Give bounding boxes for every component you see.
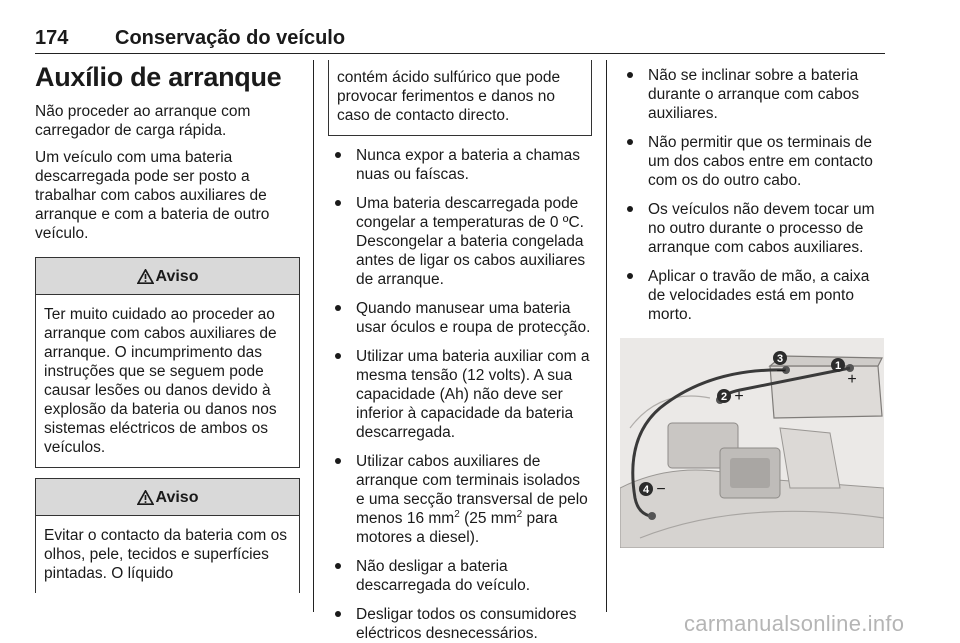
bullet-list xyxy=(328,146,592,643)
list-item: Utilizar uma bateria auxiliar com a mesma tensão (12 volts). A sua capacidade (Ah) não deve ser inferior à capacidade da bateria descarregada. xyxy=(328,347,592,442)
jump-start-illustration xyxy=(620,338,884,548)
list-item: Não desligar a bateria descarregada do veículo. xyxy=(328,557,592,595)
column-1 xyxy=(35,60,300,593)
label-3: 3 xyxy=(776,353,784,365)
minus-sign: − xyxy=(656,481,666,498)
list-item: Nunca expor a bateria a chamas nuas ou faíscas. xyxy=(328,146,592,184)
warning-label: Aviso xyxy=(155,267,199,285)
column-divider xyxy=(606,60,607,612)
list-item: Não permitir que os terminais de um dos cabos entre em contacto com os do outro cabo. xyxy=(620,133,888,190)
warning-header xyxy=(36,258,299,295)
warning-header xyxy=(36,479,299,516)
warning-triangle-icon xyxy=(137,490,154,505)
label-1: 1 xyxy=(834,360,842,372)
text: (25 mm xyxy=(459,510,517,527)
column-2 xyxy=(328,60,592,643)
warning-text: Ter muito cuidado ao proceder ao arranque com cabos auxiliares de arranque. O incumprimento das instruções que se seguem pode causar lesões ou danos devido à explosão da bateria ou danos nos sistemas eléctricos de ambos os veículos. xyxy=(44,306,277,456)
column-3 xyxy=(620,60,888,548)
bullet-list xyxy=(620,66,888,324)
list-item: Os veículos não devem tocar um no outro durante o processo de arranque com cabos auxiliares. xyxy=(620,200,888,257)
list-item: Aplicar o travão de mão, a caixa de velocidades está em ponto morto. xyxy=(620,267,888,324)
text: para motores a diesel). xyxy=(356,510,558,546)
warning-box-continued: contém ácido sulfúrico que pode provocar ferimentos e danos no caso de contacto directo. xyxy=(328,60,592,136)
superscript: 2 xyxy=(516,508,523,520)
list-item: Quando manusear uma bateria usar óculos e roupa de protecção. xyxy=(328,299,592,337)
engine-bay-drawing xyxy=(620,338,884,548)
page-header xyxy=(35,21,885,54)
page-number: 174 xyxy=(35,27,69,49)
list-item xyxy=(328,452,592,547)
chapter-title: Conservação do veículo xyxy=(115,27,346,49)
list-item: Não se inclinar sobre a bateria durante o arranque com cabos auxiliares. xyxy=(620,66,888,123)
label-4: 4 xyxy=(642,484,650,496)
plus-sign: + xyxy=(734,388,744,405)
warning-label: Aviso xyxy=(155,488,199,506)
label-2: 2 xyxy=(720,391,728,403)
minus-sign: − xyxy=(776,363,786,380)
warning-box xyxy=(35,257,300,468)
list-item: Desligar todos os consumidores eléctricos desnecessários. xyxy=(328,605,592,643)
column-divider xyxy=(313,60,314,612)
text: Utilizar cabos auxiliares de arranque com terminais isolados e uma secção transversal de pelo menos 16 mm xyxy=(356,453,588,527)
list-item: Uma bateria descarregada pode congelar a temperaturas de 0 ºC. Descongelar a bateria congelada antes de ligar os cabos auxiliares de arranque. xyxy=(328,194,592,289)
warning-box xyxy=(35,478,300,593)
section-title: Auxílio de arranque xyxy=(35,62,282,92)
paragraph: Não proceder ao arranque com carregador de carga rápida. xyxy=(35,103,251,139)
plus-sign: + xyxy=(847,371,857,388)
paragraph: Um veículo com uma bateria descarregada pode ser posto a trabalhar com cabos auxiliares de arranque e com a bateria de outro veículo. xyxy=(35,149,270,242)
watermark: carmanualsonline.info xyxy=(684,611,905,636)
warning-text: Evitar o contacto da bateria com os olhos, pele, tecidos e superfícies pintadas. O líquido xyxy=(44,527,287,582)
warning-triangle-icon xyxy=(137,269,154,284)
superscript: 2 xyxy=(454,508,460,520)
